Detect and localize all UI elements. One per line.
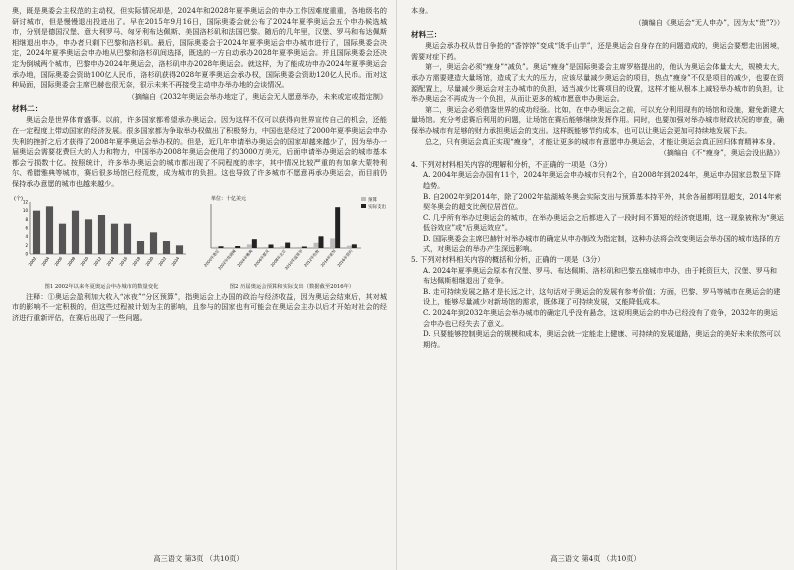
- chart-1-y-tick: 2: [25, 242, 28, 248]
- chart-1-tick-label: 2020: [144, 255, 155, 267]
- chart-1: [12, 194, 191, 290]
- chart-2-legend-budget: 预算: [368, 197, 377, 203]
- chart-2-bar-budget: [280, 246, 285, 248]
- chart-2-tick-label: 2016年里约: [336, 247, 354, 268]
- chart-2-bar-budget: [330, 238, 335, 248]
- material-3-paragraph-1: 奥运会承办权从昔日争抢的“香饽饽”变成“烫手山芋”，还是奥运会自身存在的问题造成的，奥运会要想走出困境，需要对症下药。: [411, 41, 784, 61]
- chart-1-y-tick: 0: [25, 251, 28, 256]
- bar-chart-2: [197, 194, 387, 280]
- chart-1-tick-label: 2022: [157, 255, 168, 267]
- chart-2-bar-actual: [319, 236, 324, 248]
- chart-1-bar: [72, 210, 79, 253]
- right-page: [397, 0, 794, 570]
- chart-1-tick-label: 2018: [131, 255, 142, 267]
- chart-2-legend-actual: 实际支出: [368, 204, 386, 210]
- chart-2-tick-label: 2014年索契: [319, 247, 337, 268]
- chart-2-ylabel: 单位：十亿美元: [211, 195, 247, 202]
- chart-1-tick-label: 2016: [118, 255, 129, 267]
- material-3-paragraph-3: 第二，奥运会必须借鉴世界的成功经验。比如，在申办奥运会之前，可以充分利用现有的场馆和设施，避免新建大量场馆。充分考虑赛后利用的问题，让场馆在赛后能够继续发挥作用。同时，也要加强对举办城市财政状况的审查，确保举办城市有足够的财力承担奥运会的支出。这样既能够节约成本，也可以让奥运会更加可持续地发展下去。: [411, 104, 784, 135]
- chart-2-bar-budget: [264, 246, 269, 247]
- chart-1-tick-label: 2014: [105, 255, 116, 267]
- chart-1-tick-label: 2002: [27, 255, 38, 267]
- chart-1-y-tick: 8: [25, 216, 28, 222]
- chart-1-bar: [98, 215, 105, 254]
- q4-option-c: C. 几乎所有举办过奥运会的城市，在举办奥运会之后都进入了一段时间不算短的经济衰退期，这一现象被称为“奥运低谷效应”或“后奥运效应”。: [423, 212, 784, 233]
- material-3-paragraph-2: 第一，奥运会必须“瘦身”“减负”。奥运“瘦身”是国际奥委会主席罗格提出的，他认为奥运会体量太大，规模太大，承办方需要建造大量场馆，造成了太大的压力，应该尽量减少奥运会的项目，热点“瘦身”不仅是项目的减少，也要在资源配置上，尽量减少奥运会对主办城市的负担，适当减少比赛项目的设置，这样才能从根本上减轻举办城市的负担，让举办奥运会不再成为一个负担，从而让更多的城市愿意申办奥运会。: [411, 62, 784, 104]
- chart-2-bar-actual: [219, 246, 224, 248]
- chart-1-y-tick: 6: [25, 225, 28, 230]
- bar-chart-1: [12, 194, 190, 280]
- chart-1-bar: [85, 219, 92, 254]
- chart-2-legend-swatch-budget: [361, 197, 366, 201]
- chart-2-bar-budget: [314, 242, 319, 247]
- chart-2-tick-label: 2006年都灵: [252, 247, 271, 268]
- q5-option-c: C. 2024年到2032年奥运会举办城市的确定几乎没有悬念，这说明奥运会的申办已经没有了竞争，2032年的奥运会申办也已经失去了意义。: [423, 308, 778, 328]
- chart-2-bar-budget: [214, 246, 219, 247]
- left-footer: 高三语文 第3页 （共10页）: [153, 554, 244, 563]
- question-4: 4. 下列对材料相关内容的理解和分析，不正确的一项是（3分）: [411, 159, 612, 169]
- chart-2-tick-label: 2008年北京: [269, 247, 287, 268]
- chart-2-legend-swatch-actual: [361, 204, 366, 208]
- material-3-paragraph-4: 总之，只有奥运会真正实现“瘦身”，才能让更多的城市有意愿申办奥运会，才能让奥运会真正回归体育精神本身。: [425, 136, 780, 146]
- source-citation-2: （摘编自《奥运会“无人申办”，因为太“贵”?》）: [634, 17, 784, 27]
- chart-1-y-tick: 4: [25, 233, 28, 239]
- q4-option-a: A. 2004年奥运会办国有11个，2024年奥运会申办城市只有2个，自2008年到2024年，奥运申办国家总数呈下降趋势。: [423, 170, 781, 190]
- chart-2-tick-label: 2002年盐湖城: [216, 247, 237, 271]
- intro-paragraph: 奥，既是奥委会主权范的主动权，但实际情况却是，2024年和2028年夏季奥运会的申办工作因难度重重，各地级名的研讨城市，但是慢慢退出投进出了。早在2015年9月16日，国际奥委会就公布了2024年夏季奥运会五个申办候选城市，分别是德国汉堡、意大利罗马、匈牙利布达佩斯、美国洛杉矶和法国巴黎。随后的几年里，汉堡、罗马和布达佩斯相继退出申办，申办者只剩下巴黎和洛杉矶。最后，国际奥委会于2024年夏季奥运会申办城市进行了，国际奥委会决定，2024年夏季奥运会申办地从巴黎和洛杉矶间选择，既选的一方自动承办2028年夏季奥运会。并且国际奥委会还决定为倒城两个城市，巴黎申办2024年奥运会，洛杉矶申办2028年奥运会。就这样，为了能成功申办2024年夏季奥运会承办地，国际奥委会资助100亿人民币，洛杉矶获得2028年夏季奥运会承办权，国际奥委会资助120亿人民币。而对这种局面，国际奥委会主席巴赫也很无奈，很示未来不再接受主动申办举办地的会谈情况。: [12, 6, 387, 90]
- material-2-title: 材料二：: [12, 104, 43, 114]
- chart-2-bar-actual: [352, 244, 357, 248]
- chart-2-caption: 图2 历届奥运会预算和实际支出（数据截至2016年）: [229, 283, 355, 290]
- charts-row: [12, 194, 387, 290]
- q5-option-d: D. 只要能够控制奥运会的规模和成本，奥运会就一定能走上健康、可持续的发展道路，奥运会的美好未来依然可以期待。: [423, 329, 781, 349]
- chart-2-bar-actual: [302, 246, 307, 248]
- chart-1-tick-label: 2006: [53, 255, 64, 267]
- chart-1-bar: [111, 223, 118, 253]
- chart-1-tick-label: 2024: [170, 255, 181, 267]
- chart-1-bar: [59, 223, 66, 253]
- chart-2-bar-budget: [297, 246, 302, 247]
- note-paragraph: 注释：①奥运会盈利加大收入“冰夜”“分区预算”，指奥运会上办国的政治与经济收益，因为奥运会结束后，其对城市的影响不一定积极的，但这些过程被计划为主的影响，且参与的国家也有可能会在奥运会主办以后才开始对社会的经济进行重新评估，在赛后出现了一些问题。: [12, 291, 387, 322]
- chart-2-tick-label: 2010年温哥华: [283, 247, 304, 271]
- chart-1-bar: [124, 223, 131, 253]
- material-2-paragraph-1: 奥运会是世界体育盛事。以前，许多国家都希望承办奥运会。因为这样不仅可以获得向世界宣传自己的机会，还能在一定程度上带动国家的经济发展。很多国家都为争取举办权做出了积极努力，中国也是经过了2000年夏季奥运会申办失利的挫折之后才获得了2008年夏季奥运会举办权的。但是，近几年申请举办奥运会的国家却越来越少了，因为举办一届奥运会需要花费巨大的人力和物力，中国举办2008年奥运会使用了约3000万美元，后面申请举办奥运会的城市基本都会亏损数十亿。按照统计，许多举办奥运会的城市都出现了不同程度的赤字，其中情况比较严重的有加拿大蒙特利尔、希腊雅典等城市，赛后很多场馆已经荒废，成为城市的负担。这也导致了许多城市不愿意再承办奥运会，而目前仍保持承办意愿的城市也越来越少。: [12, 115, 387, 188]
- q4-option-d: D. 国际奥委会主席巴赫针对举办城市的确定从申办制改为指定制，这种办法将会改变奥运会举办国的城市选择的方式，对奥运会的举办产生深远影响。: [423, 233, 781, 254]
- chart-2-bar-actual: [335, 207, 340, 248]
- chart-2-bar-budget: [247, 244, 252, 248]
- chart-2-tick-label: 2012年伦敦: [302, 247, 321, 268]
- chart-2-bar-actual: [252, 239, 257, 248]
- q5-option-b: B. 走可持续发展之路才是长远之计，这句话对于奥运会的发展有参考价值；方面，巴黎、罗马等城市在奥运会的建设上，能够尽量减少对新场馆的需求，既体现了可持续发展，又能降低成本。: [423, 286, 781, 307]
- chart-1-caption: 图1 2002年以来冬夏奥运会申办城市的数量变化: [44, 283, 159, 290]
- chart-1-ylabel: (个): [14, 195, 23, 202]
- chart-2: [197, 194, 387, 290]
- q5-option-a: A. 2024年夏季奥运会原本有汉堡、罗马、布达佩斯、洛杉矶和巴黎五座城市申办，由于耗资巨大，汉堡、罗马和布达佩斯相继退出了竞争。: [423, 265, 777, 286]
- chart-1-tick-label: 2004: [40, 255, 51, 267]
- source-citation-3: （摘编自《不“瘦身”，奥运会没出路》）: [659, 148, 784, 158]
- chart-1-bar: [163, 241, 170, 254]
- chart-2-bar-actual: [285, 242, 290, 247]
- chart-1-bar: [150, 232, 157, 254]
- chart-1-tick-label: 2012: [92, 255, 103, 267]
- chart-2-tick-label: 2000年悉尼: [202, 247, 221, 268]
- chart-1-bar: [46, 206, 53, 254]
- question-5: 5. 下列对材料相关内容的概括和分析，正确的一项是（3分）: [411, 255, 605, 265]
- right-lead: 本身。: [411, 6, 433, 15]
- chart-2-bar-actual: [235, 246, 240, 248]
- q4-option-b: B. 自2002年到2014年，除了2002年盐湖城冬奥会实际支出与预算基本持平外，其余各届都明显超支，2014年索契冬奥会的超支比例位居首位。: [423, 191, 782, 212]
- chart-1-y-tick: 10: [22, 207, 28, 213]
- chart-2-tick-label: 2004年雅典: [236, 247, 254, 268]
- chart-1-tick-label: 2010: [79, 255, 90, 267]
- chart-2-bar-budget: [347, 245, 352, 247]
- right-footer: 高三语文 第4页 （共10页）: [550, 554, 641, 563]
- material-3-title: 材料三：: [411, 30, 442, 40]
- chart-2-bar-actual: [269, 244, 274, 248]
- chart-1-bar: [33, 210, 40, 253]
- chart-1-bar: [176, 245, 183, 254]
- chart-1-y-tick: 12: [22, 199, 28, 204]
- source-citation-1: （摘编自《2032年奥运会举办地定了，奥运会无人愿意举办，未来或定或指定制》: [127, 91, 387, 101]
- chart-2-bar-budget: [230, 247, 235, 248]
- chart-1-bar: [137, 241, 144, 254]
- chart-1-tick-label: 2008: [66, 255, 77, 267]
